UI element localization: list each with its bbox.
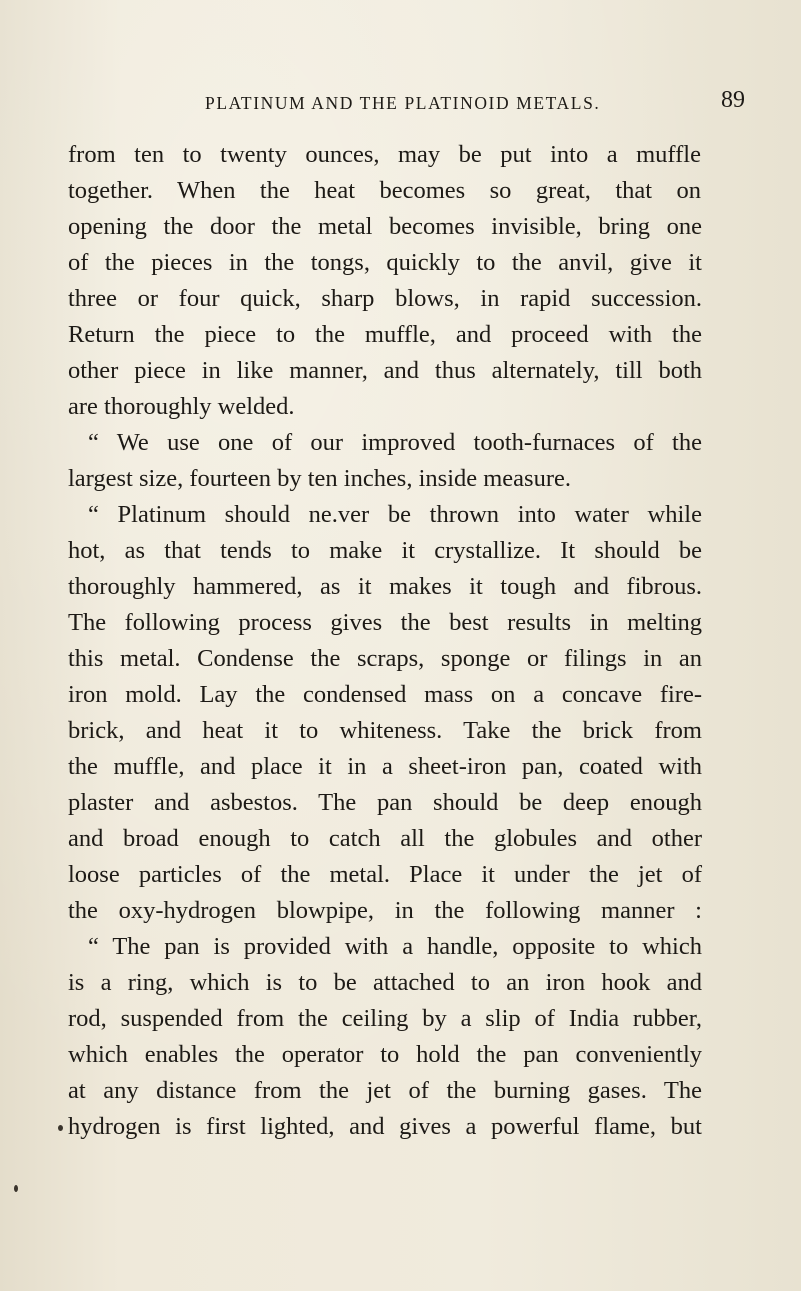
text-line: the muffle, and place it in a sheet-iron pan, coated with — [68, 753, 702, 780]
text-line: together. When the heat becomes so great, that on — [68, 177, 701, 204]
text-line: is a ring, which is to be attached to an iron hook and — [68, 969, 702, 996]
text-line: thoroughly hammered, as it makes it tough and fibrous. — [68, 573, 702, 600]
text-line: opening the door the metal becomes invisible, bring one — [68, 213, 702, 240]
text-line: plaster and asbestos. The pan should be deep enough — [68, 789, 702, 816]
running-head: PLATINUM AND THE PLATINOID METALS. — [205, 93, 601, 113]
text-line: loose particles of the metal. Place it under the jet of — [68, 861, 702, 888]
text-line: brick, and heat it to whiteness. Take the brick from — [68, 717, 702, 744]
text-line: “ We use one of our improved tooth-furnaces of the — [88, 429, 702, 456]
text-line: other piece in like manner, and thus alternately, till both — [68, 357, 702, 384]
text-line: “ The pan is provided with a handle, opposite to which — [88, 933, 702, 960]
text-line: are thoroughly welded. — [68, 393, 295, 420]
text-line: Return the piece to the muffle, and proceed with the — [68, 321, 702, 348]
text-line: at any distance from the jet of the burning gases. The — [68, 1077, 702, 1104]
ink-speck — [14, 1185, 18, 1192]
text-line: iron mold. Lay the condensed mass on a concave fire- — [68, 681, 702, 708]
text-line: largest size, fourteen by ten inches, inside measure. — [68, 465, 571, 492]
text-line: rod, suspended from the ceiling by a slip of India rubber, — [68, 1005, 702, 1032]
text-line: this metal. Condense the scraps, sponge or filings in an — [68, 645, 702, 672]
text-line: and broad enough to catch all the globules and other — [68, 825, 702, 852]
ink-speck — [58, 1125, 63, 1131]
text-line: of the pieces in the tongs, quickly to the anvil, give it — [68, 249, 702, 276]
text-line: which enables the operator to hold the pan conveniently — [68, 1041, 702, 1068]
text-line: hydrogen is first lighted, and gives a powerful flame, but — [68, 1113, 702, 1140]
text-line: from ten to twenty ounces, may be put into a muffle — [68, 141, 701, 168]
text-line: three or four quick, sharp blows, in rapid succession. — [68, 285, 702, 312]
text-line: hot, as that tends to make it crystallize. It should be — [68, 537, 702, 564]
text-line: “ Platinum should ne.ver be thrown into water while — [88, 501, 702, 528]
page-header — [205, 87, 745, 121]
text-line: the oxy-hydrogen blowpipe, in the following manner : — [68, 897, 702, 924]
page-number: 89 — [721, 87, 745, 113]
text-line: The following process gives the best results in melting — [68, 609, 702, 636]
